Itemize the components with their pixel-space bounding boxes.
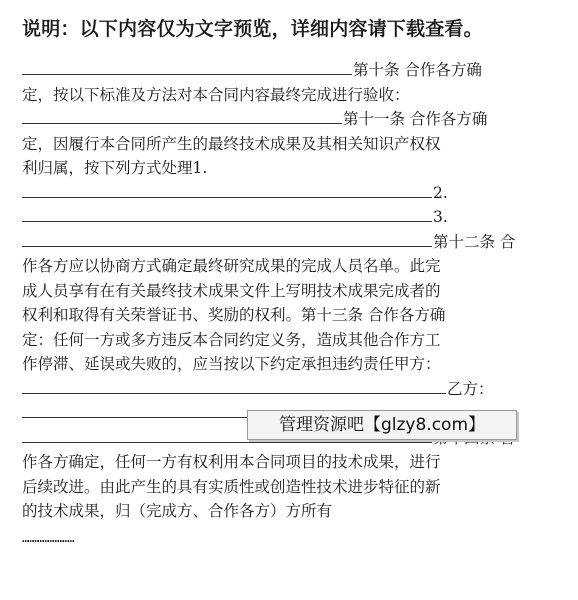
doc-text: 2. bbox=[433, 183, 448, 202]
fill-blank bbox=[22, 406, 250, 418]
doc-text: 利归属，按下列方式处理1. bbox=[22, 159, 208, 177]
doc-text: 成人员享有在有关最终技术成果文件上写明技术成果完成者的 bbox=[22, 281, 441, 300]
fill-blank bbox=[22, 210, 432, 222]
watermark-banner: 管理资源吧【glzy8.com】 bbox=[247, 410, 517, 440]
doc-text: 第十二条 合 bbox=[433, 232, 516, 251]
fill-blank bbox=[22, 186, 432, 198]
doc-text: 3. bbox=[433, 208, 448, 226]
doc-line bbox=[22, 499, 552, 524]
doc-line bbox=[22, 377, 552, 402]
doc-text: 第十一条 合作各方确 bbox=[343, 110, 488, 128]
doc-line bbox=[22, 230, 552, 255]
doc-line bbox=[22, 279, 552, 304]
doc-text: 作各方确定，任何一方有权利用本合同项目的技术成果，进行 bbox=[22, 453, 441, 471]
doc-line bbox=[22, 450, 552, 475]
preview-notice: 说明：以下内容仅为文字预览，详细内容请下载查看。 bbox=[22, 18, 483, 40]
continuation-ellipsis: ………………………… bbox=[22, 531, 73, 545]
doc-text: 后续改进。由此产生的具有实质性或创造性技术进步特征的新 bbox=[22, 477, 441, 496]
doc-text: 权利和取得有关荣誉证书、奖励的权利。第十三条 合作各方确 bbox=[22, 306, 446, 324]
fill-blank bbox=[22, 63, 352, 75]
fill-blank bbox=[22, 382, 446, 394]
doc-line bbox=[22, 205, 552, 230]
doc-line bbox=[22, 475, 552, 500]
doc-text: 第十条 合作各方确 bbox=[353, 61, 482, 79]
document-body bbox=[22, 58, 552, 524]
fill-blank bbox=[22, 112, 342, 124]
doc-line bbox=[22, 181, 552, 206]
doc-text: 定：任何一方或多方违反本合同约定义务，造成其他合作方工 bbox=[22, 330, 441, 349]
doc-line bbox=[22, 328, 552, 353]
doc-line bbox=[22, 83, 552, 108]
doc-line bbox=[22, 254, 552, 279]
doc-line bbox=[22, 156, 552, 181]
doc-text: 乙方： bbox=[447, 379, 494, 398]
doc-line bbox=[22, 107, 552, 132]
doc-text: 的技术成果，归（完成方、合作各方）方所有 bbox=[22, 502, 333, 520]
doc-line bbox=[22, 132, 552, 157]
doc-text: 定，按以下标准及方法对本合同内容最终完成进行验收： bbox=[22, 85, 410, 104]
doc-text: 定，因履行本合同所产生的最终技术成果及其相关知识产权权 bbox=[22, 134, 441, 153]
doc-text: 作各方应以协商方式确定最终研究成果的完成人员名单。此完 bbox=[22, 257, 441, 275]
doc-text: 作停滞、延误或失败的，应当按以下约定承担违约责任甲方： bbox=[22, 355, 441, 373]
doc-line bbox=[22, 58, 552, 83]
doc-line bbox=[22, 303, 552, 328]
fill-blank bbox=[22, 235, 432, 247]
doc-line bbox=[22, 352, 552, 377]
